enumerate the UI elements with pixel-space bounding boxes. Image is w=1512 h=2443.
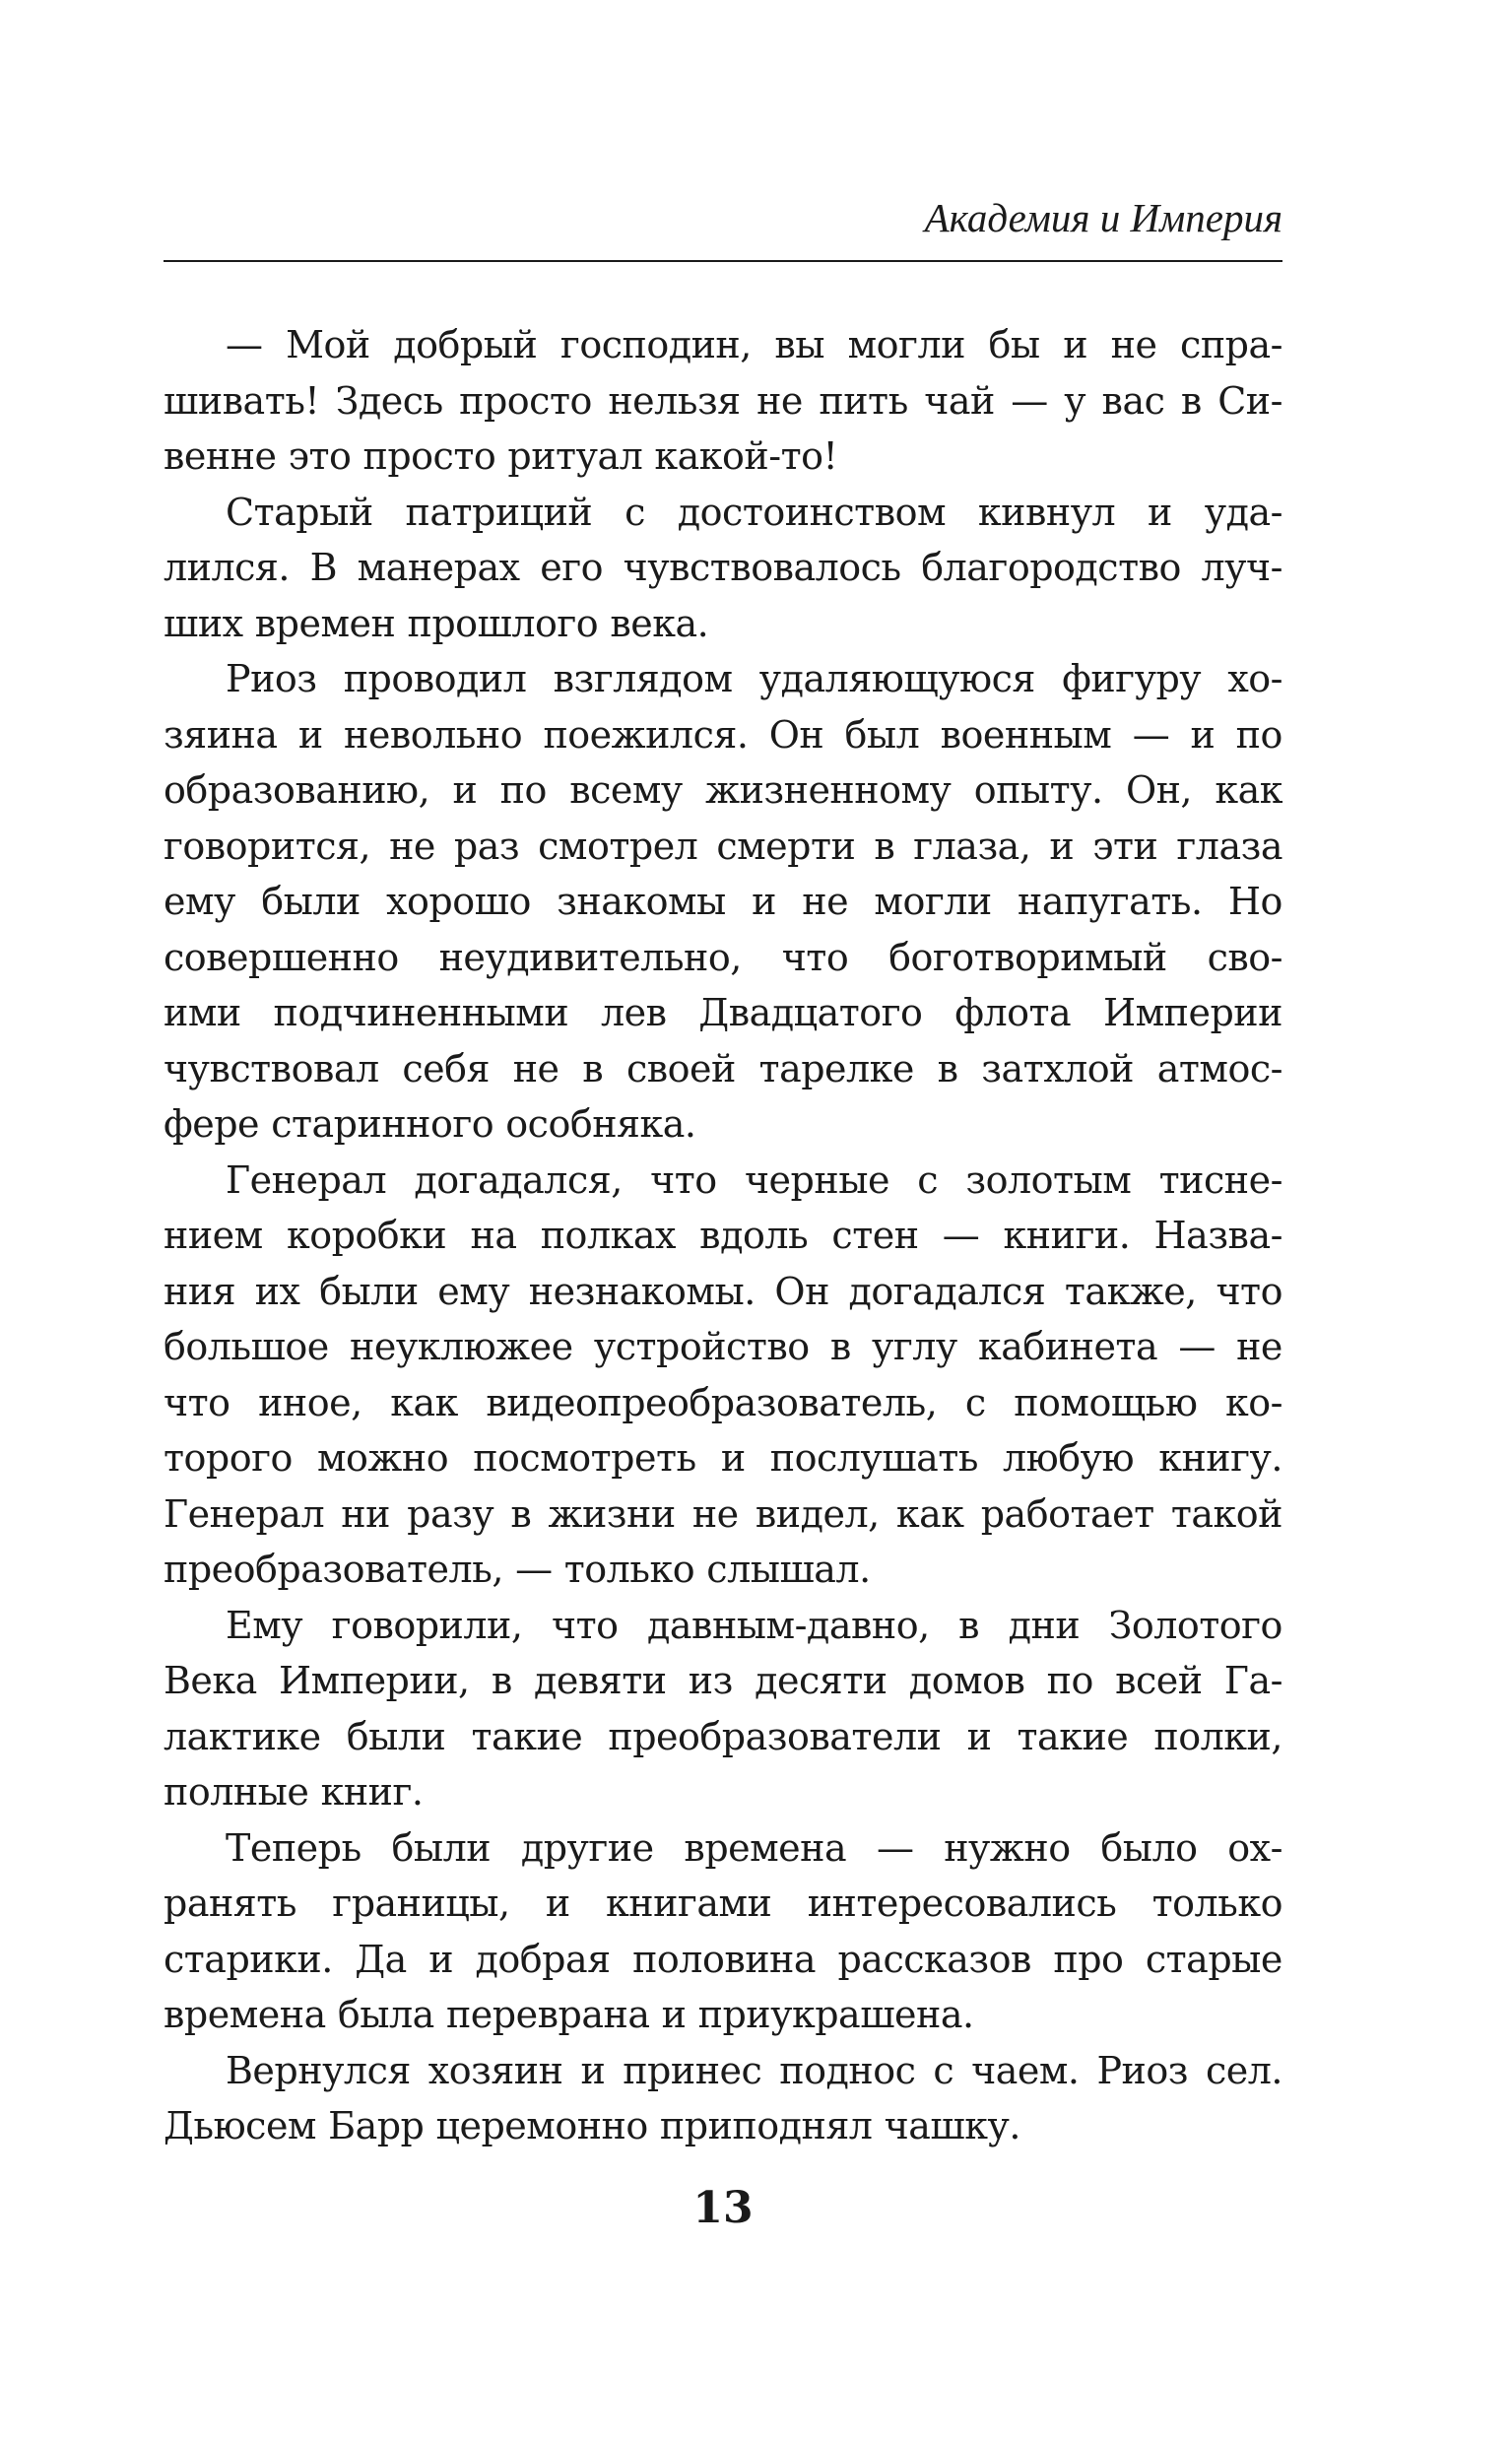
- text-line: венне это просто ритуал какой-то!: [164, 434, 838, 478]
- paragraph: [164, 651, 1282, 1153]
- text-line: чувствовал себя не в своей тарелке в затхлой атмос-: [164, 1046, 1282, 1090]
- text-line: ния их были ему незнакомы. Он догадался также, что: [164, 1269, 1282, 1313]
- text-line: времена была переврана и приукрашена.: [164, 1993, 974, 2036]
- text-line: Старый патриций с достоинством кивнул и уда-: [226, 490, 1282, 534]
- text-line: торого можно посмотреть и послушать любую книгу.: [164, 1436, 1282, 1480]
- text-line: Вернулся хозяин и принес поднос с чаем. Риоз сел.: [226, 2048, 1282, 2092]
- text-line: совершенно неудивительно, что боготворимый сво-: [164, 935, 1282, 979]
- paragraph: [164, 1598, 1282, 1820]
- text-line: лактике были такие преобразователи и такие полки,: [164, 1714, 1282, 1758]
- text-line: ими подчиненными лев Двадцатого флота Империи: [164, 991, 1282, 1034]
- text-line: шивать! Здесь просто нельзя не пить чай — у вас в Си-: [164, 378, 1282, 423]
- page-number: 13: [692, 2183, 754, 2233]
- text-line: нием коробки на полках вдоль стен — книги. Назва-: [164, 1214, 1282, 1257]
- text-line: что иное, как видеопреобразователь, с помощью ко-: [164, 1380, 1282, 1424]
- text-line: фере старинного особняка.: [164, 1102, 696, 1146]
- text-line: образованию, и по всему жизненному опыту. Он, как: [164, 768, 1282, 812]
- text-line: говорится, не раз смотрел смерти в глаза, и эти глаза: [164, 824, 1282, 868]
- text-line: зяина и невольно поежился. Он был военным — и по: [164, 712, 1282, 757]
- text-line: Ему говорили, что давным-давно, в дни Золотого: [226, 1603, 1282, 1647]
- text-line: полные книг.: [164, 1770, 424, 1814]
- paragraph: [164, 317, 1282, 485]
- text-line: преобразователь, — только слышал.: [164, 1548, 871, 1591]
- text-line: лился. В манерах его чувствовалось благородство луч-: [164, 546, 1282, 589]
- text-line: — Мой добрый господин, вы могли бы и не спра-: [226, 323, 1282, 366]
- text-line: Века Империи, в девяти из десяти домов по всей Га-: [164, 1659, 1282, 1702]
- text-line: ранять границы, и книгами интересовались только: [164, 1882, 1282, 1925]
- header-rule: [164, 260, 1282, 262]
- text-line: Генерал ни разу в жизни не видел, как работает такой: [164, 1491, 1282, 1536]
- text-line: Теперь были другие времена — нужно было ох-: [226, 1825, 1282, 1870]
- text-line: Дьюсем Барр церемонно приподнял чашку.: [164, 2104, 1020, 2147]
- text-line: ему были хорошо знакомы и не могли напугать. Но: [164, 880, 1282, 923]
- text-line: ших времен прошлого века.: [164, 601, 709, 645]
- text-line: старики. Да и добрая половина рассказов про старые: [164, 1937, 1282, 1981]
- text-line: Генерал догадался, что черные с золотым тисне-: [226, 1157, 1282, 1202]
- text-body: [164, 317, 1282, 2154]
- paragraph: [164, 1153, 1282, 1598]
- text-line: большое неуклюжее устройство в углу кабинета — не: [164, 1325, 1282, 1368]
- text-line: Риоз проводил взглядом удаляющуюся фигуру хо-: [226, 657, 1282, 700]
- paragraph: [164, 1820, 1282, 2043]
- paragraph: [164, 2043, 1282, 2154]
- running-header: Академия и Империя: [924, 195, 1282, 240]
- paragraph: [164, 485, 1282, 652]
